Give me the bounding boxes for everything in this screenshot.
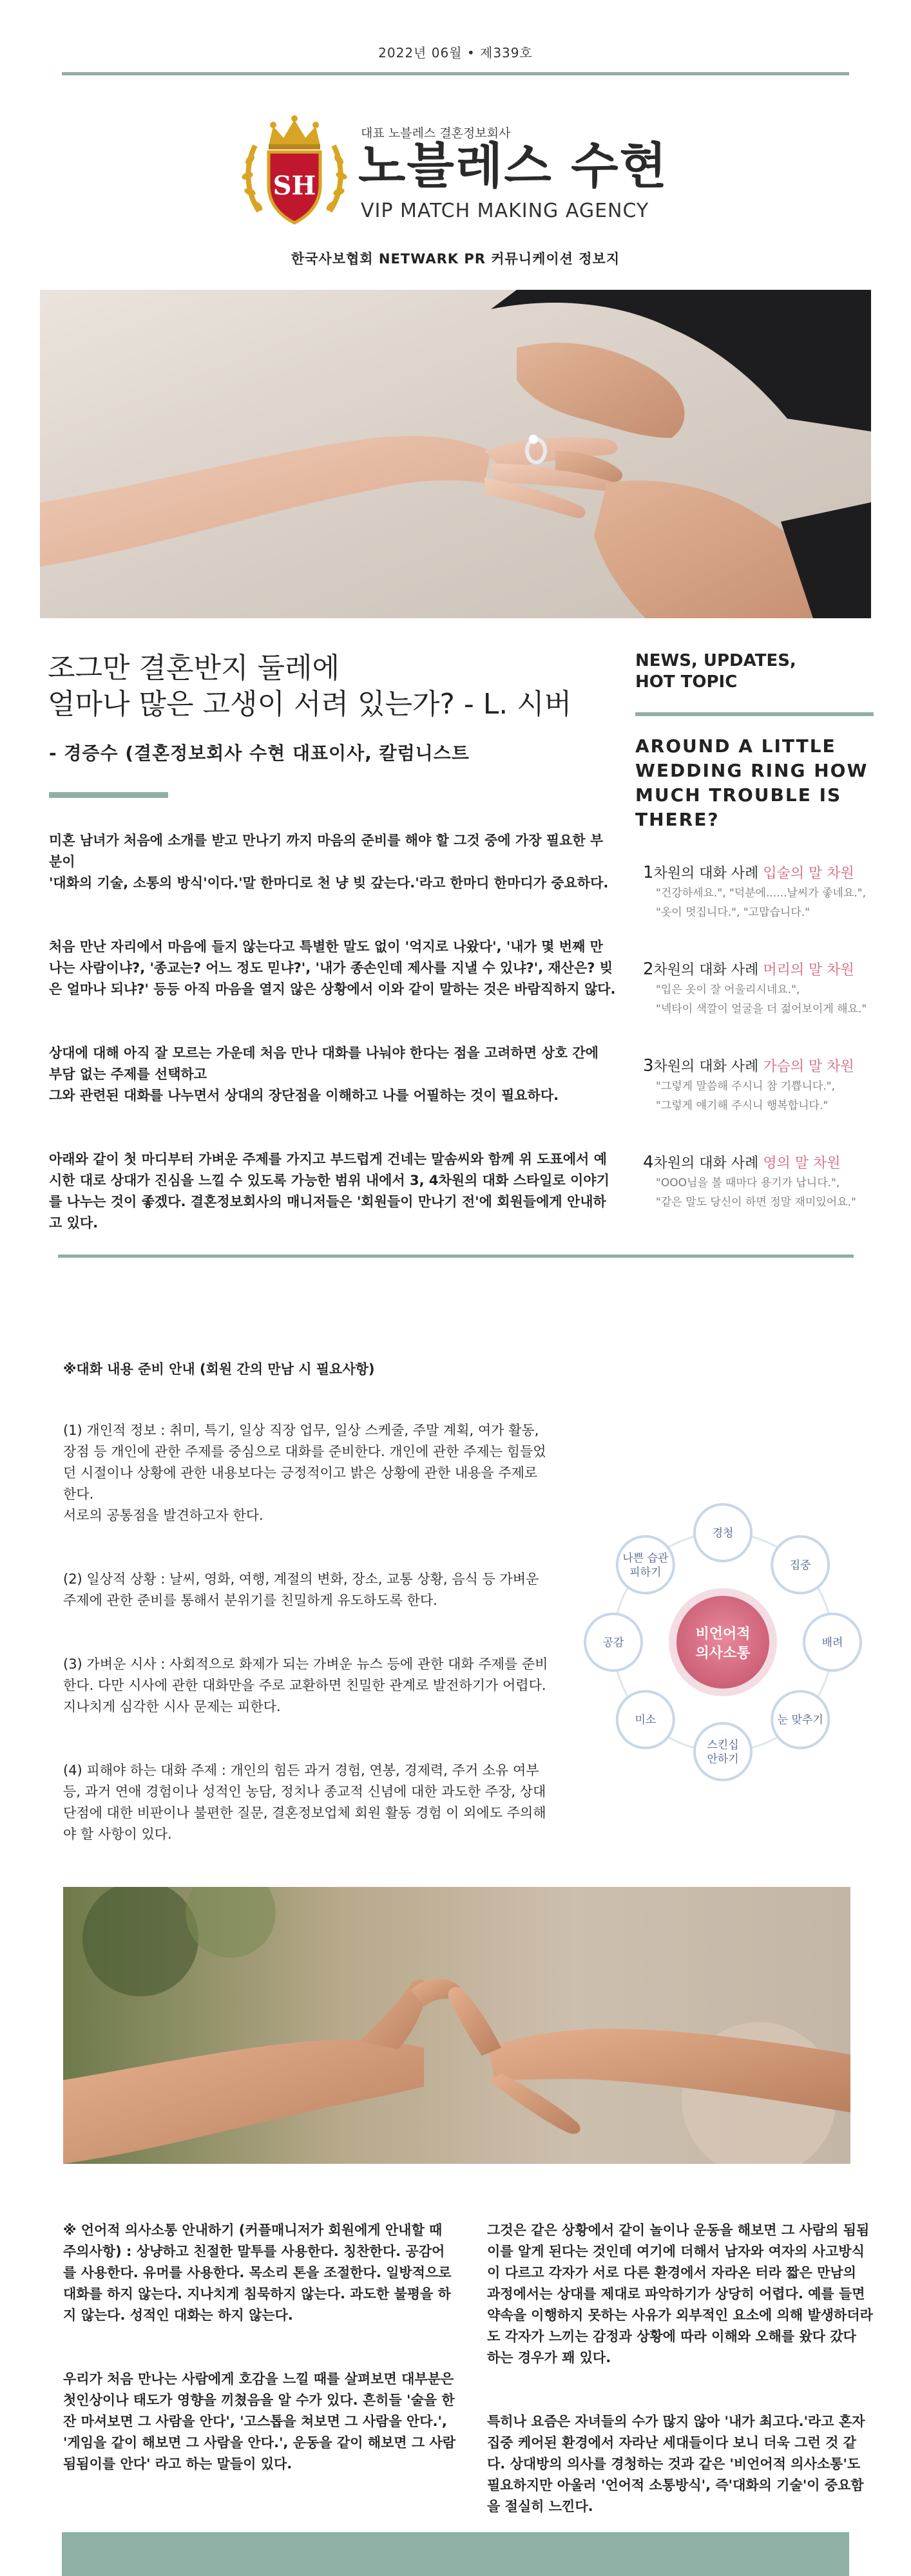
crown-shield-icon	[240, 115, 349, 231]
diagram-node	[617, 1537, 674, 1593]
byline-bar	[49, 792, 168, 798]
prep-item: (1) 개인적 정보 : 취미, 특기, 일상 직장 업무, 일상 스케줄, 주말 계획, 여가 활동, 장점 등 개인에 관한 주제를 중심으로 대화를 준비한다. 개인에 관한 주제는 힘들었던 시절이나 상황에 관한 내용보다는 긍정적이고 밝은 상황에 관한 내용을 주제로 한다. 서로의 공통점을 발견하고자 한다.	[63, 1423, 546, 1523]
wedding-title: AROUND A LITTLE WEDDING RING HOW MUCH TROUBLE IS THERE?	[635, 735, 868, 830]
step-highlight: 입술의 말 차원	[763, 866, 854, 882]
diagram-node	[772, 1691, 829, 1748]
diagram-node	[617, 1691, 674, 1748]
step-label: 차원의 대화 사례	[653, 962, 759, 978]
diagram-node	[585, 1614, 642, 1671]
diagram-node	[772, 1537, 829, 1593]
middle-rule	[58, 1255, 854, 1258]
step-highlight: 영의 말 차원	[763, 1155, 841, 1171]
prep-title: ※대화 내용 준비 안내 (회원 간의 만남 시 필요사항)	[63, 1361, 375, 1377]
svg-text:SH: SH	[273, 171, 316, 201]
news-title	[635, 650, 796, 693]
footer-bar	[62, 2532, 849, 2576]
news-rule	[635, 712, 874, 716]
step-4	[643, 1153, 881, 1212]
association-line: 한국사보협회 NETWARK PR 커뮤니케이션 정보지	[291, 251, 620, 267]
step-example: "입은 옷이 잘 어울리시네요.",	[656, 983, 800, 996]
prep-item: (4) 피해야 하는 대화 주제 : 개인의 힘든 과거 경험, 연봉, 경제력, 주거 소유 여부 등, 과거 연애 경험이나 성적인 농담, 정치나 종교적 신념에 대한 과도한 주장, 상대 단점에 대한 비판이나 불편한 질문, 결혼정보업체 회원 활동 경험 이 외에도 주의해야 할 사항이 있다.	[63, 1763, 546, 1842]
news-title-line: NEWS, UPDATES,	[635, 651, 796, 670]
bottom-left-column	[63, 2199, 456, 2517]
step-highlight: 머리의 말 차원	[763, 962, 854, 978]
bottom-paragraph: 특히나 요즘은 자녀들의 수가 많지 않아 '내가 최고다.'라고 혼자 집중 케어된 환경에서 자라난 세대들이다 보니 더욱 그런 것 같다. 상대방의 의사를 경청하는 것과 같은 '비언어적 의사소통'도 필요하지만 아울러 '언어적 소통방식', 즉'대화의 기술'이 중요함을 절실히 느낀다.	[487, 2414, 865, 2514]
bottom-paragraph: ※ 언어적 의사소통 안내하기 (커플매니저가 회원에게 안내할 때 주의사항) : 상냥하고 친절한 말투를 사용한다. 칭찬한다. 공감어를 사용한다. 유머를 사용한다. 목소리 톤을 조절한다. 일방적으로 대화를 하지 않는다. 지나치게 침묵하지 않는다. 과도한 불평을 하지 않는다. 성적인 대화는 하지 않는다.	[63, 2222, 452, 2323]
headline-line-2: 얼마나 많은 고생이 서려 있는가? - L. 시버	[48, 688, 572, 721]
step-example: "건강하세요.", "덕분에......날씨가 좋네요.",	[656, 887, 867, 900]
diagram-node-label: 미소	[635, 1714, 657, 1727]
headline	[48, 650, 628, 723]
byline: - 경증수 (결혼정보회사 수현 대표이사, 칼럼니스트	[49, 743, 470, 764]
diagram-node	[804, 1614, 861, 1671]
logo-name: 노블레스 수현	[358, 137, 668, 194]
step-heading	[643, 960, 881, 980]
step-number: 1	[643, 863, 654, 882]
issue-number: 2022년 06월 • 제339호	[378, 45, 533, 61]
news-title-line: HOT TOPIC	[635, 672, 738, 692]
headline-line-1: 조그만 결혼반지 둘레에	[48, 652, 340, 685]
step-2	[643, 960, 881, 1019]
step-example: "그렇게 말씀해 주시니 참 기쁩니다.",	[656, 1080, 835, 1093]
diagram-node	[695, 1504, 751, 1561]
step-heading	[643, 1056, 881, 1077]
diagram-node-label: 배려	[821, 1636, 843, 1649]
diagram-node-label: 스킨십 안하기	[707, 1739, 739, 1766]
intro-paragraph: 미혼 남녀가 처음에 소개를 받고 만나기 까지 마음의 준비를 해야 할 그것 중에 가장 필요한 부분이 '대화의 기술, 소통의 방식'이다.'말 한마디로 천 냥 빚 갚는다.'라고 한마디 한마디가 중요하다.	[49, 833, 609, 891]
step-number: 4	[643, 1153, 654, 1172]
step-1	[643, 863, 881, 922]
center-circle	[676, 1596, 769, 1689]
step-heading	[643, 863, 881, 884]
intro-paragraph: 상대에 대해 아직 잘 모르는 가운데 처음 만나 대화를 나눠야 한다는 점을 고려하면 상호 간에 부담 없는 주제를 선택하고 그와 관련된 대화를 나누면서 상대의 장단점을 이해하고 나를 어필하는 것이 필요하다.	[49, 1045, 599, 1103]
pinky-promise-photo	[63, 1887, 850, 2164]
logo-english: VIP MATCH MAKING AGENCY	[361, 200, 649, 222]
step-example: "옷이 멋집니다.", "고맙습니다."	[656, 906, 810, 919]
step-number: 3	[643, 1056, 654, 1075]
bottom-paragraph: 우리가 처음 만나는 사람에게 호감을 느낄 때를 살펴보면 대부분은 첫인상이나 태도가 영향을 끼쳤음을 알 수가 있다. 흔히들 '술을 한잔 마셔보면 그 사람을 안다', '고스톱을 쳐보면 그 사람을 안다.', '게임을 같이 해보면 그 사람을 안다.', 운동을 같이 해보면 그 사람 됨됨이를 안다' 라고 하는 말들이 있다.	[63, 2371, 456, 2472]
center-label-2: 의사소통	[695, 1645, 751, 1662]
top-rule	[62, 72, 849, 75]
diagram-node-label: 경청	[712, 1527, 734, 1540]
center-label-1: 비언어적	[695, 1626, 751, 1642]
bottom-right-column	[487, 2199, 874, 2560]
step-number: 2	[643, 960, 654, 979]
prep-item: (2) 일상적 상황 : 날씨, 영화, 여행, 계절의 변화, 장소, 교통 상황, 음식 등 가벼운 주제에 관한 준비를 통해서 분위기를 친밀하게 유도하도록 한다.	[63, 1571, 539, 1608]
step-heading	[643, 1153, 881, 1173]
intro-paragraph: 아래와 같이 첫 마디부터 가벼운 주제를 가지고 부드럽게 건네는 말솜씨와 함께 위 도표에서 예시한 대로 상대가 진심을 느낄 수 있도록 가능한 범위 내에서 3, 4차원의 대화 스타일로 이야기를 나누는 것이 좋겠다. 결혼정보회사의 매니저들은 '회원들이 만나기 전'에 회원들에게 안내하고 있다.	[49, 1151, 609, 1231]
step-label: 차원의 대화 사례	[653, 866, 759, 882]
prep-item: (3) 가벼운 시사 : 사회적으로 화제가 되는 가벼운 뉴스 등에 관한 대화 주제를 준비한다. 다만 시사에 관한 대화만을 주로 교환하면 친밀한 관계로 발전하기가 어렵다. 지나치게 심각한 시사 문제는 피한다.	[63, 1656, 548, 1714]
step-label: 차원의 대화 사례	[653, 1155, 759, 1171]
step-label: 차원의 대화 사례	[653, 1059, 759, 1075]
diagram-node-label: 나쁜 습관 피하기	[622, 1551, 669, 1579]
step-example: "그렇게 얘기해 주시니 행복합니다."	[656, 1099, 829, 1112]
nonverbal-diagram	[555, 1481, 890, 1803]
diagram-node	[695, 1723, 751, 1780]
step-example: "OOO님을 볼 때마다 용기가 납니다.",	[656, 1177, 840, 1189]
diagram-node-label: 눈 맞추기	[777, 1714, 823, 1727]
intro-paragraph: 처음 만난 자리에서 마음에 들지 않는다고 특별한 말도 없이 '억지로 나왔다', '내가 몇 번째 만나는 사람이냐?, '종교는? 어느 정도 믿냐?', '내가 종손인데 제사를 지낼 수 있냐?', 재산은? 빚은 얼마나 되냐?' 등등 아직 마음을 열지 않은 상황에서 이와 같이 말하는 것은 바람직하지 않다.	[49, 939, 616, 997]
step-3	[643, 1056, 881, 1115]
hero-photo-ring	[40, 290, 871, 618]
intro-text	[49, 809, 616, 1255]
diagram-node-circle	[695, 1723, 751, 1780]
bottom-paragraph: 그것은 같은 상황에서 같이 놀이나 운동을 해보면 그 사람의 됨됨이를 알게 된다는 것인데 여기에 더해서 남자와 여자의 사고방식이 다르고 각자가 서로 다른 환경에서 자라온 터라 짧은 만남의 과정에서는 상대를 제대로 파악하기가 상당히 어렵다. 예를 들면 약속을 이행하지 못하는 사유가 외부적인 요소에 의해 발생하더라도 각자가 느끼는 감정과 상황에 따라 이해와 오해를 왔다 갔다 하는 경우가 꽤 있다.	[487, 2222, 873, 2365]
logo	[240, 115, 691, 237]
logo-subtitle: 대표 노블레스 결혼정보회사	[361, 126, 511, 140]
diagram-node-label: 공감	[602, 1636, 624, 1649]
step-example: "넥타이 색깔이 얼굴을 더 젊어보이게 해요."	[656, 1003, 867, 1016]
step-highlight: 가슴의 말 차원	[763, 1059, 854, 1075]
step-example: "같은 말도 당신이 하면 정말 재미있어요."	[656, 1196, 856, 1209]
diagram-node-label: 집중	[789, 1558, 811, 1572]
